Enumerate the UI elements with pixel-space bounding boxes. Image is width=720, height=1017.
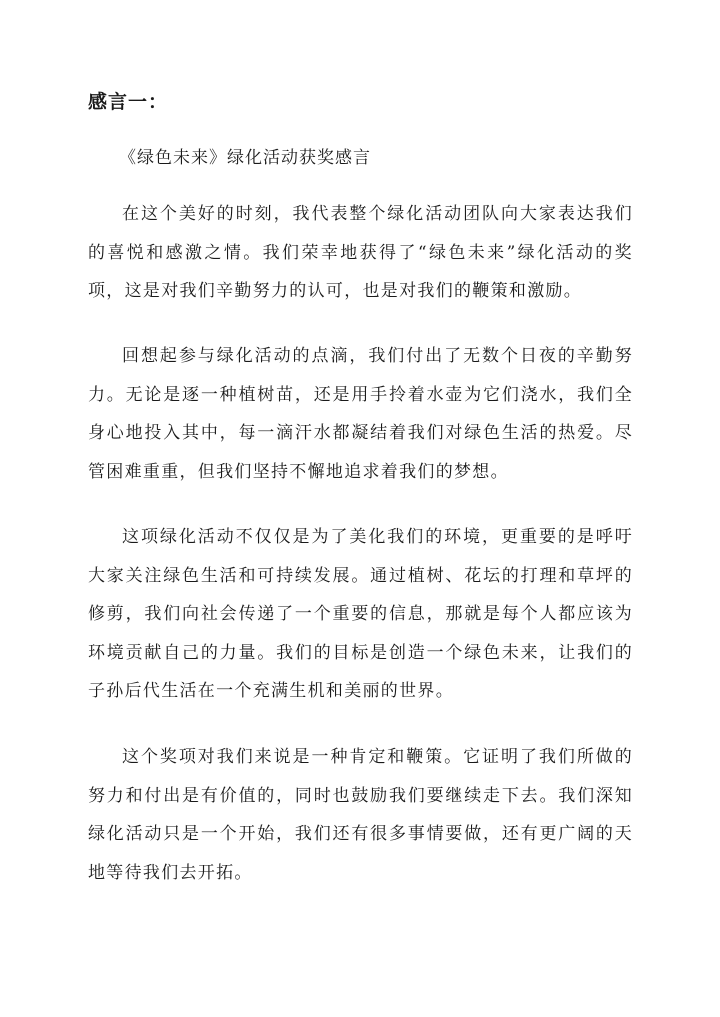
paragraph-3: 这项绿化活动不仅仅是为了美化我们的环境，更重要的是呼吁大家关注绿色生活和可持续发展。通过植树、花坛的打理和草坪的修剪，我们向社会传递了一个重要的信息，那就是每个人都应该为环境贡献自己的力量。我们的目标是创造一个绿色未来，让我们的子孙后代生活在一个充满生机和美丽的世界。 [88,527,633,701]
speech-title: 《绿色未来》绿化活动获奖感言 [119,148,371,168]
section-heading: 感言一： [88,91,169,113]
paragraph-2: 回想起参与绿化活动的点滴，我们付出了无数个日夜的辛勤努力。无论是逐一种植树苗，还是用手拎着水壶为它们浇水，我们全身心地投入其中，每一滴汗水都凝结着我们对绿色生活的热爱。尽管困难重重，但我们坚持不懈地追求着我们的梦想。 [88,346,633,482]
paragraph-4: 这个奖项对我们来说是一种肯定和鞭策。它证明了我们所做的努力和付出是有价值的，同时也鼓励我们要继续走下去。我们深知绿化活动只是一个开始，我们还有很多事情要做，还有更广阔的天地等待我们去开拓。 [88,747,633,883]
paragraph-1: 在这个美好的时刻，我代表整个绿化活动团队向大家表达我们的喜悦和感激之情。我们荣幸地获得了“绿色未来”绿化活动的奖项，这是对我们辛勤努力的认可，也是对我们的鞭策和激励。 [88,204,633,301]
